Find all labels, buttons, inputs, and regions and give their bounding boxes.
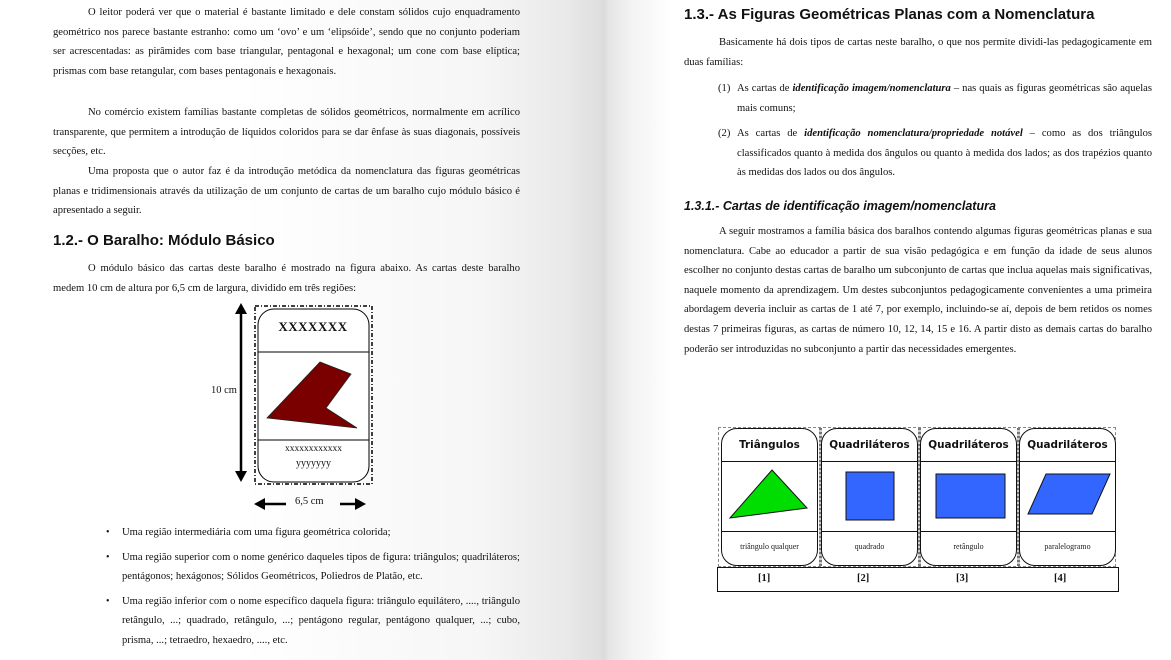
card-image	[921, 462, 1016, 532]
paragraph-1: O leitor poderá ver que o material é bastante limitado e dele constam sólidos cujo enquadramento geométrico nos parece bastante estranho: como um ‘ovo’ e um ‘elipsóide’, sendo que no conjunto poderiam ser acrescentadas: as pirâmides com base triangular, pentagonal e hexagonal; um cone com base elíptica; prismas com base retangular, com bases pentagonais e hexagonais.	[53, 7, 520, 77]
bullet-item: • Uma região superior com o nome genérico daqueles tipos de figura: triângulos; quadriláteros; pentágonos; hexágonos; Sólidos Geométricos, Poliedros de Platão, etc.	[100, 548, 520, 587]
card-numbers-row	[717, 567, 1119, 592]
card-image	[722, 462, 817, 532]
card-number: [2]	[857, 573, 870, 584]
subsection-paragraph: A seguir mostramos a família básica dos baralhos contendo algumas figuras geométricas planas e sua nomenclatura. Cabe ao educador a partir de sua visão pedagógica e em função da idade de seus alunos escolher no conjunto destas cartas de baralho um subconjunto de cartas que inclua aquelas mais significativas, naquele momento da aprendizagem. Um destes subconjuntos pedagogicamente convenientes a uma primeira abordagem deveria incluir as cartas de 1 até 7, por exemplo, incluindo-se aí, depois de bem retidos os nomes destas 7 primeiras figuras, as cartas de número 10, 12, 14, 15 e 16. A partir disto as demais cartas do baralho poderão ser introduzidas no subconjunto a partir das necessidades emergentes.	[684, 226, 1152, 355]
width-label: 6,5 cm	[295, 496, 324, 507]
family-item-2: (2) As cartas de identificação nomenclatura/propriedade notável – como as dos triângulos classificados quanto à medida dos ângulos ou quanto à medida dos lados; as dos trapézios quanto às medidas dos lados ou dos ângulos.	[718, 128, 1152, 179]
bullet-icon: •	[106, 551, 110, 563]
intro-paragraph: Basicamente há dois tipos de cartas neste baralho, o que nos permite dividi-las pedagogicamente em duas famílias:	[684, 37, 1152, 68]
card-4	[1019, 428, 1116, 566]
bullet-icon: •	[106, 527, 110, 538]
bullet-item: • Uma região intermediária com uma figura geométrica colorida;	[100, 523, 520, 543]
card-name: triângulo qualquer	[740, 541, 799, 551]
card-name: paralelogramo	[1044, 541, 1091, 551]
card-families-list	[718, 79, 1152, 189]
card-module-diagram	[200, 300, 390, 515]
card-title: Quadriláteros	[822, 429, 917, 462]
bullet-item: • Uma região inferior com o nome específico daquela figura: triângulo equilátero, ...., triângulo retângulo, ...; quadrado, retângulo, ...; pentágono regular, pentágono qualquer, ...; cubo, prisma, ...; tetraedro, hexaedro, ...., etc.	[100, 592, 520, 651]
parallelogram-shape-icon	[1020, 462, 1116, 532]
card-bottom-line-1: xxxxxxxxxxxx	[285, 444, 342, 454]
bullet-icon: •	[106, 595, 110, 607]
height-label: 10 cm	[211, 385, 237, 396]
rectangle-shape-icon	[921, 462, 1017, 532]
card-number: [4]	[1054, 573, 1067, 584]
paragraph-3: Uma proposta que o autor faz é da introdução metódica da nomenclatura das figuras geométricas planas e tridimensionais através da utilização de um conjunto de cartas de um baralho cujo módulo básico é apresentado a seguir.	[53, 166, 520, 217]
card-title: Quadriláteros	[1020, 429, 1115, 462]
section-heading-1-3: 1.3.- As Figuras Geométricas Planas com a Nomenclatura	[684, 6, 1095, 23]
card-1	[721, 428, 818, 566]
card-2	[821, 428, 918, 566]
card-name: quadrado	[854, 541, 885, 551]
card-title: Quadriláteros	[921, 429, 1016, 462]
section-paragraph: O módulo básico das cartas deste baralho é mostrado na figura abaixo. As cartas deste baralho medem 10 cm de altura por 6,5 cm de largura, dividido em três regiões:	[53, 263, 520, 294]
regions-bullet-list	[100, 523, 520, 656]
square-shape-icon	[822, 462, 918, 532]
paragraph-2: No comércio existem famílias bastante completas de sólidos geométricos, normalmente em acrílico transparente, que permitem a introdução de líquidos coloridos para se dar ênfase às suas diagonais, possíveis secções, etc.	[53, 107, 520, 158]
card-number: [1]	[758, 573, 771, 584]
section-heading-1-2: 1.2.- O Baralho: Módulo Básico	[53, 232, 275, 249]
card-3	[920, 428, 1017, 566]
triangle-shape-icon	[722, 462, 818, 532]
card-image	[822, 462, 917, 532]
cards-row	[718, 427, 1116, 567]
family-item-1: (1) As cartas de identificação imagem/nomenclatura – nas quais as figuras geométricas são aquelas mais comuns;	[718, 83, 1152, 114]
subsection-heading-1-3-1: 1.3.1.- Cartas de identificação imagem/nomenclatura	[684, 199, 996, 213]
card-bottom-line-2: yyyyyyy	[296, 458, 331, 469]
card-name: retângulo	[953, 541, 984, 551]
card-number: [3]	[956, 573, 969, 584]
card-title: Triângulos	[722, 429, 817, 462]
card-top-label: XXXXXXX	[278, 319, 348, 334]
card-image	[1020, 462, 1115, 532]
